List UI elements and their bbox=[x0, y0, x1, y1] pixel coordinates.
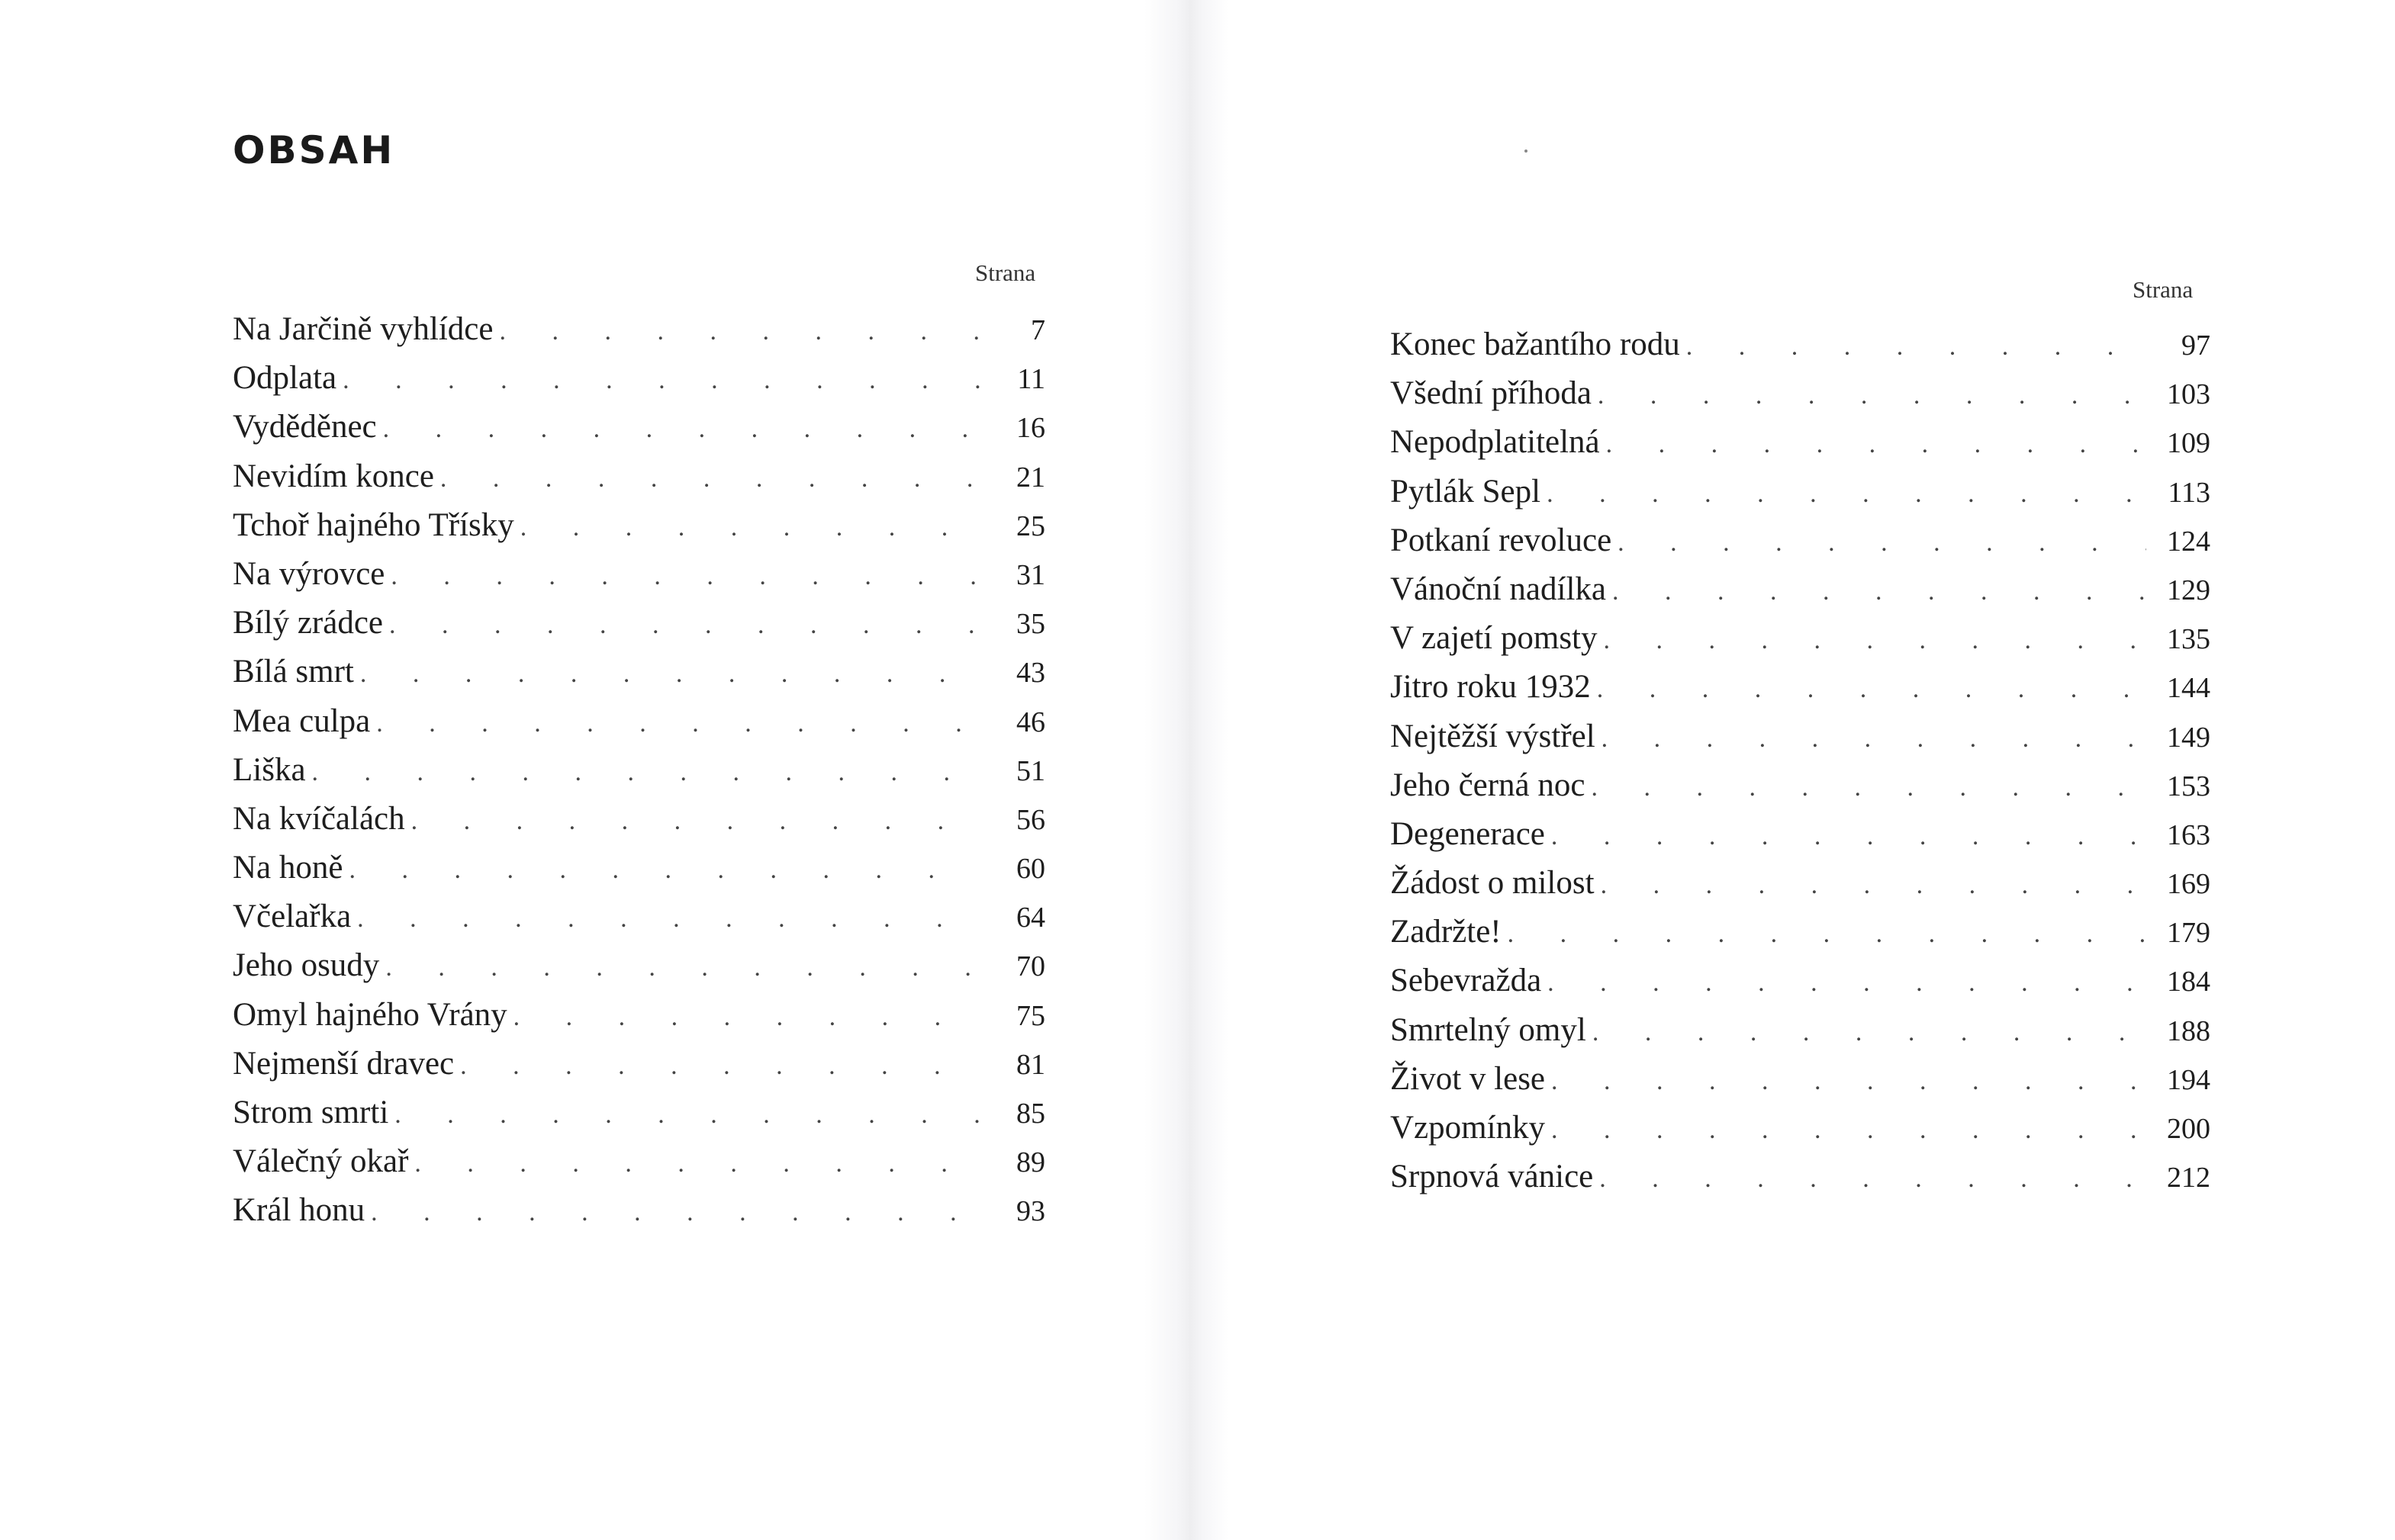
toc-entry bbox=[233, 746, 1045, 795]
toc-entry-title: Pytlák Sepl bbox=[1390, 473, 1541, 510]
toc-entry-title: Vánoční nadílka bbox=[1390, 571, 1606, 607]
toc-entry bbox=[1390, 565, 2210, 614]
toc-entry-page: 153 bbox=[2167, 770, 2210, 802]
toc-entry-title: Jeho černá noc bbox=[1390, 767, 1585, 803]
toc-entry-title: Jitro roku 1932 bbox=[1390, 669, 1591, 706]
right-page bbox=[1228, 0, 2395, 1540]
toc-dot-leader bbox=[1606, 420, 2146, 469]
toc-dot-leader bbox=[1551, 1057, 2146, 1106]
toc-entry bbox=[233, 648, 1045, 696]
toc-entry-title: Na honě bbox=[233, 850, 343, 886]
toc-entry-title: Tchoř hajného Třísky bbox=[233, 506, 514, 543]
toc-dot-leader bbox=[440, 455, 981, 503]
toc-entry bbox=[1390, 418, 2210, 467]
toc-dot-leader bbox=[1599, 1155, 2146, 1204]
toc-dot-leader bbox=[1618, 519, 2146, 567]
toc-entry-title: Vzpomínky bbox=[1390, 1110, 1546, 1146]
page-heading: OBSAH bbox=[233, 128, 395, 172]
toc-entry-page: 35 bbox=[1016, 608, 1045, 641]
toc-dot-leader bbox=[1551, 812, 2146, 861]
toc-dot-leader bbox=[312, 748, 981, 797]
toc-entry-title: Bílý zrádce bbox=[233, 605, 383, 641]
toc-entry-page: 109 bbox=[2167, 427, 2210, 460]
toc-entry-title: Degenerace bbox=[1390, 815, 1545, 852]
toc-entry bbox=[233, 941, 1045, 990]
toc-entry bbox=[1390, 663, 2210, 712]
toc-entry bbox=[233, 697, 1045, 746]
toc-entry bbox=[1390, 712, 2210, 761]
toc-dot-leader bbox=[343, 356, 981, 405]
toc-entry bbox=[233, 795, 1045, 844]
toc-entry-page: 103 bbox=[2167, 378, 2210, 411]
toc-entry-page: 25 bbox=[1016, 510, 1045, 542]
toc-entry-title: Srpnová vánice bbox=[1390, 1159, 1594, 1195]
toc-entry bbox=[1390, 614, 2210, 663]
toc-dot-leader bbox=[371, 1188, 981, 1237]
toc-dot-leader bbox=[394, 1091, 981, 1140]
toc-entry bbox=[233, 1088, 1045, 1137]
toc-entry-page: 163 bbox=[2167, 818, 2210, 851]
toc-dot-leader bbox=[1592, 1008, 2146, 1057]
toc-entry-page: 200 bbox=[2167, 1113, 2210, 1145]
toc-entry-page: 149 bbox=[2167, 721, 2210, 754]
toc-entry bbox=[233, 305, 1045, 354]
toc-entry-title: Král honu bbox=[233, 1192, 365, 1229]
toc-dot-leader bbox=[1686, 323, 2146, 371]
toc-entry-page: 97 bbox=[2181, 330, 2210, 362]
toc-entry bbox=[1390, 908, 2210, 956]
toc-entry-page: 81 bbox=[1016, 1048, 1045, 1081]
toc-entry bbox=[233, 501, 1045, 550]
toc-dot-leader bbox=[411, 797, 981, 846]
toc-entry-page: 188 bbox=[2167, 1014, 2210, 1047]
toc-list-right bbox=[1390, 320, 2210, 1201]
toc-entry bbox=[1390, 956, 2210, 1005]
toc-entry-title: Na Jarčině vyhlídce bbox=[233, 311, 494, 347]
toc-entry-page: 21 bbox=[1016, 461, 1045, 494]
toc-entry-page: 113 bbox=[2168, 476, 2210, 509]
toc-entry-title: Nejmenší dravec bbox=[233, 1045, 455, 1082]
toc-entry-page: 129 bbox=[2167, 574, 2210, 606]
toc-dot-leader bbox=[391, 552, 981, 601]
toc-entry bbox=[1390, 320, 2210, 369]
toc-entry-page: 144 bbox=[2167, 672, 2210, 705]
toc-entry-page: 64 bbox=[1016, 902, 1045, 934]
toc-entry-title: V zajetí pomsty bbox=[1390, 620, 1598, 657]
toc-entry-title: Liška bbox=[233, 751, 306, 788]
toc-entry bbox=[233, 1186, 1045, 1235]
toc-entry-title: Konec bažantího rodu bbox=[1390, 326, 1680, 362]
toc-entry-page: 46 bbox=[1016, 706, 1045, 738]
toc-dot-leader bbox=[513, 993, 981, 1042]
toc-entry bbox=[1390, 516, 2210, 565]
toc-dot-leader bbox=[376, 699, 981, 748]
toc-entry-title: Mea culpa bbox=[233, 702, 371, 739]
toc-entry bbox=[233, 550, 1045, 599]
toc-entry bbox=[1390, 859, 2210, 908]
toc-dot-leader bbox=[1597, 665, 2146, 714]
toc-dot-leader bbox=[1508, 910, 2146, 959]
toc-entry bbox=[233, 991, 1045, 1040]
toc-entry-page: 169 bbox=[2167, 868, 2210, 901]
toc-list-left bbox=[233, 305, 1045, 1236]
paper-speck bbox=[1524, 149, 1527, 153]
toc-entry bbox=[233, 1137, 1045, 1186]
toc-entry bbox=[233, 452, 1045, 501]
toc-entry bbox=[1390, 369, 2210, 418]
toc-dot-leader bbox=[349, 846, 981, 895]
toc-entry-page: 31 bbox=[1016, 558, 1045, 591]
toc-entry bbox=[233, 1040, 1045, 1088]
toc-entry-page: 75 bbox=[1016, 999, 1045, 1032]
toc-entry bbox=[233, 844, 1045, 892]
toc-entry-page: 194 bbox=[2167, 1063, 2210, 1096]
toc-dot-leader bbox=[385, 944, 981, 992]
toc-entry bbox=[233, 403, 1045, 452]
toc-dot-leader bbox=[499, 307, 981, 356]
toc-entry bbox=[1390, 1153, 2210, 1201]
toc-dot-leader bbox=[389, 601, 981, 650]
toc-dot-leader bbox=[383, 405, 981, 454]
page-column-label: Strana bbox=[975, 259, 1036, 286]
left-page bbox=[0, 0, 1144, 1540]
toc-entry-title: Bílá smrt bbox=[233, 654, 354, 690]
toc-entry bbox=[1390, 1055, 2210, 1104]
toc-entry bbox=[1390, 761, 2210, 810]
toc-entry-page: 43 bbox=[1016, 657, 1045, 690]
toc-entry-title: Vyděděnec bbox=[233, 409, 377, 445]
toc-dot-leader bbox=[357, 895, 981, 944]
toc-entry-page: 51 bbox=[1016, 754, 1045, 787]
toc-entry bbox=[1390, 1006, 2210, 1055]
toc-entry bbox=[1390, 468, 2210, 516]
toc-entry-page: 93 bbox=[1016, 1195, 1045, 1228]
toc-dot-leader bbox=[1551, 1106, 2146, 1155]
toc-dot-leader bbox=[1598, 371, 2146, 420]
toc-dot-leader bbox=[1547, 470, 2146, 519]
toc-dot-leader bbox=[1591, 764, 2146, 812]
toc-entry-title: Všední příhoda bbox=[1390, 375, 1592, 412]
toc-entry bbox=[1390, 1104, 2210, 1153]
toc-entry-title: Nejtěžší výstřel bbox=[1390, 718, 1595, 754]
book-gutter bbox=[1144, 0, 1228, 1540]
toc-dot-leader bbox=[1547, 959, 2146, 1008]
toc-entry bbox=[1390, 810, 2210, 859]
toc-entry-title: Sebevražda bbox=[1390, 963, 1542, 999]
toc-entry-title: Smrtelný omyl bbox=[1390, 1011, 1586, 1048]
toc-entry bbox=[233, 354, 1045, 403]
toc-entry-title: Žádost o milost bbox=[1390, 865, 1595, 902]
toc-entry bbox=[233, 892, 1045, 941]
toc-dot-leader bbox=[520, 503, 981, 552]
toc-entry-title: Odplata bbox=[233, 360, 337, 397]
toc-entry-page: 7 bbox=[1031, 314, 1045, 346]
toc-entry-page: 124 bbox=[2167, 525, 2210, 558]
toc-entry-title: Potkaní revoluce bbox=[1390, 522, 1612, 558]
toc-entry-title: Život v lese bbox=[1390, 1060, 1546, 1097]
toc-entry-page: 85 bbox=[1016, 1098, 1045, 1130]
toc-entry-page: 135 bbox=[2167, 623, 2210, 656]
toc-entry-title: Na výrovce bbox=[233, 555, 385, 592]
toc-entry-title: Včelařka bbox=[233, 899, 352, 935]
toc-entry-page: 179 bbox=[2167, 917, 2210, 950]
toc-dot-leader bbox=[360, 650, 981, 699]
toc-dot-leader bbox=[460, 1042, 981, 1091]
toc-dot-leader bbox=[414, 1140, 981, 1188]
toc-entry-page: 89 bbox=[1016, 1146, 1045, 1179]
toc-entry-page: 212 bbox=[2167, 1162, 2210, 1194]
toc-dot-leader bbox=[1604, 616, 2146, 665]
toc-entry-title: Omyl hajného Vrány bbox=[233, 996, 507, 1033]
toc-entry-page: 70 bbox=[1016, 950, 1045, 983]
toc-entry-title: Nevidím konce bbox=[233, 458, 434, 494]
toc-entry-title: Válečný okař bbox=[233, 1143, 409, 1180]
toc-entry bbox=[233, 599, 1045, 648]
toc-entry-title: Zadržte! bbox=[1390, 914, 1502, 950]
toc-dot-leader bbox=[1601, 861, 2146, 910]
toc-entry-page: 11 bbox=[1017, 363, 1045, 396]
toc-entry-title: Na kvíčalách bbox=[233, 800, 405, 837]
toc-entry-page: 184 bbox=[2167, 966, 2210, 998]
toc-dot-leader bbox=[1601, 715, 2146, 764]
toc-entry-title: Nepodplatitelná bbox=[1390, 424, 1600, 461]
toc-entry-page: 60 bbox=[1016, 853, 1045, 886]
toc-entry-page: 16 bbox=[1016, 412, 1045, 445]
toc-entry-title: Strom smrti bbox=[233, 1095, 389, 1130]
toc-entry-page: 56 bbox=[1016, 803, 1045, 836]
toc-entry-title: Jeho osudy bbox=[233, 947, 380, 984]
page-column-label: Strana bbox=[2133, 276, 2194, 303]
toc-dot-leader bbox=[1612, 567, 2146, 616]
